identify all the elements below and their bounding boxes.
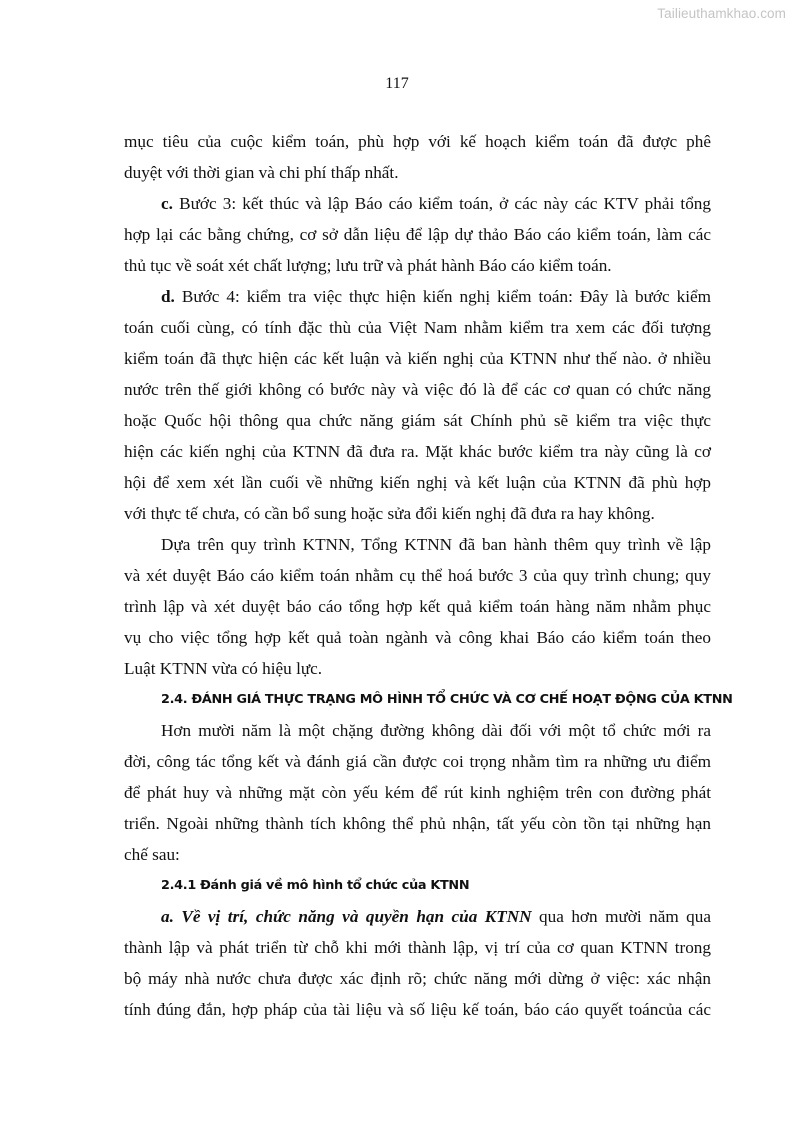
text-line: Dựa trên quy trình KTNN, Tổng KTNN đã ban hành thêm quy trình về lập — [161, 535, 711, 554]
text-line: hợp lại các bằng chứng, cơ sở dẫn liệu để lập dự thảo Báo cáo kiểm toán, làm các — [124, 225, 711, 244]
watermark: Tailieuthamkhao.com — [657, 6, 786, 21]
text-line: với thực tế chưa, có cần bổ sung hoặc sửa đổi kiến nghị đã đưa ra hay không. — [124, 504, 655, 523]
text-line: nước trên thế giới không có bước này và việc đó là để các cơ quan có chức năng — [124, 380, 711, 399]
text-line: bộ máy nhà nước chưa được xác định rõ; chức năng mới dừng ở việc: xác nhận — [124, 969, 711, 988]
item-label: a. Về vị trí, chức năng và quyền hạn của KTNN — [161, 907, 532, 926]
text-line: vụ cho việc tổng hợp kết quả toàn ngành và công khai Báo cáo kiểm toán theo — [124, 628, 711, 647]
text-line — [124, 281, 711, 312]
text-fragment: Bước 3: kết thúc và lập Báo cáo kiểm toán, ở các này các KTV phải tổng — [172, 194, 711, 213]
document-body — [124, 126, 733, 1025]
text-line: hoặc Quốc hội thông qua chức năng giám sát Chính phủ sẽ kiểm tra việc thực — [124, 411, 711, 430]
text-line: và xét duyệt Báo cáo kiểm toán nhằm cụ thể hoá bước 3 của quy trình chung; quy — [124, 566, 711, 585]
text-fragment: Bước 4: kiểm tra việc thực hiện kiến nghị kiểm toán: Đây là bước kiểm — [174, 287, 711, 306]
text-line: thành lập và phát triển từ chỗ khi mới thành lập, vị trí của cơ quan KTNN trong — [124, 938, 711, 957]
text-line: đời, công tác tổng kết và đánh giá cần được coi trọng nhằm tìm ra những ưu điểm — [124, 752, 711, 771]
text-line: chế sau: — [124, 845, 180, 864]
text-fragment: qua hơn mười năm qua — [531, 907, 711, 926]
subsection-heading: 2.4.1 Đánh giá về mô hình tổ chức của KTNN — [161, 878, 470, 893]
text-line — [124, 188, 711, 219]
text-line: duyệt với thời gian và chi phí thấp nhất. — [124, 163, 399, 182]
paragraph-step-d — [124, 281, 711, 529]
page-number: 117 — [385, 75, 409, 92]
section-heading: 2.4. ĐÁNH GIÁ THỰC TRẠNG MÔ HÌNH TỔ CHỨC VÀ CƠ CHẾ HOẠT ĐỘNG CỦA KTNN — [161, 692, 733, 707]
paragraph-position-function — [124, 901, 711, 1025]
step-label: d. — [161, 287, 175, 306]
text-line: mục tiêu của cuộc kiểm toán, phù hợp với kế hoạch kiểm toán đã được phê — [124, 132, 711, 151]
text-line: toán cuối cùng, có tính đặc thù của Việt Nam nhằm kiểm tra xem các đối tượng — [124, 318, 711, 337]
text-line: Luật KTNN vừa có hiệu lực. — [124, 659, 323, 678]
text-line — [124, 901, 711, 932]
text-line: thủ tục về soát xét chất lượng; lưu trữ và phát hành Báo cáo kiểm toán. — [124, 256, 612, 275]
paragraph-intro — [124, 715, 711, 870]
paragraph-step-c — [124, 188, 711, 281]
text-line: triển. Ngoài những thành tích không thể phủ nhận, tất yếu còn tồn tại những hạn — [124, 814, 711, 833]
text-line: kiểm toán đã thực hiện các kết luận và kiến nghị của KTNN như thế nào. ở nhiều — [124, 349, 711, 368]
text-line: trình lập và xét duyệt báo cáo tổng hợp kết quả kiểm toán hàng năm nhằm phục — [124, 597, 711, 616]
text-line: hiện các kiến nghị của KTNN đã đưa ra. Mặt khác bước kiểm tra này cũng là cơ — [124, 442, 711, 461]
paragraph-audit-process — [124, 529, 711, 684]
text-line: tính đúng đắn, hợp pháp của tài liệu và số liệu kế toán, báo cáo quyết toáncủa các — [124, 1000, 711, 1019]
paragraph-continuation — [124, 126, 711, 188]
step-label: c. — [161, 194, 173, 213]
text-line: hội để xem xét lần cuối về những kiến nghị và kết luận của KTNN đã phù hợp — [124, 473, 711, 492]
text-line: để phát huy và những mặt còn yếu kém để rút kinh nghiệm trên con đường phát — [124, 783, 711, 802]
text-line: Hơn mười năm là một chặng đường không dài đối với một tổ chức mới ra — [161, 721, 711, 740]
